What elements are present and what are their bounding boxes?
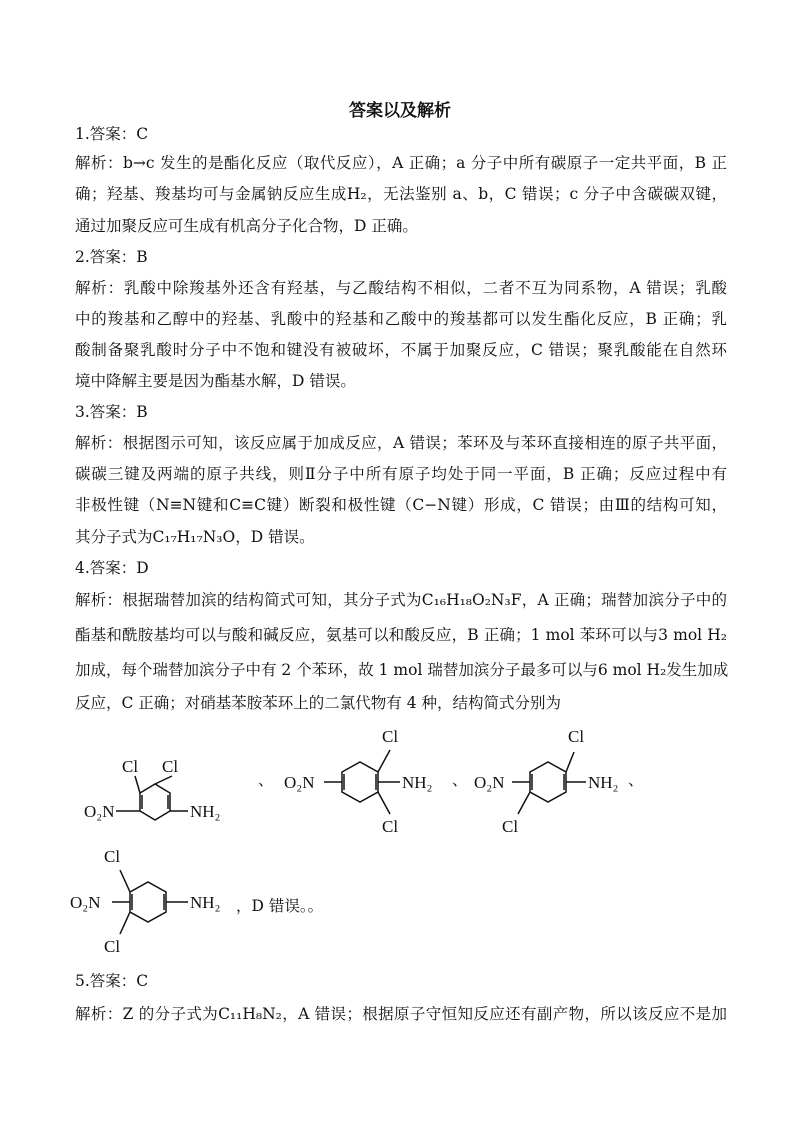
cl-label: Cl xyxy=(382,817,399,836)
nitro-label: O₂N xyxy=(284,773,315,792)
q4-line-2: 酯基和酰胺基均可以与酸和碱反应，氨基可以和酸反应，B 正确；1 mol 苯环可以与3 mol H₂ xyxy=(75,626,727,644)
q1-answer: 1.答案：C xyxy=(75,125,149,143)
nitro-label: O₂N xyxy=(474,773,505,792)
cl-label: Cl xyxy=(104,847,121,866)
q2-answer: 2.答案：B xyxy=(75,248,148,266)
page-title: 答案以及解析 xyxy=(349,101,451,121)
cl-label: Cl xyxy=(568,727,585,746)
q2-line-4: 境中降解主要是因为酯基水解，D 错误。 xyxy=(75,372,356,390)
separator: 、 xyxy=(628,771,644,789)
amine-label: NH₂ xyxy=(190,893,221,912)
q5-answer: 5.答案：C xyxy=(75,972,149,990)
separator: 、 xyxy=(452,771,468,789)
cl-label: Cl xyxy=(122,757,139,776)
q2-line-1: 解析：乳酸中除羧基外还含有羟基，与乙酸结构不相似，二者不互为同系物，A 错误；乳酸 xyxy=(75,279,727,297)
q3-line-4: 其分子式为C₁₇H₁₇N₃O，D 错误。 xyxy=(75,528,315,546)
nitro-label: O₂N xyxy=(84,802,115,821)
q4-line-4: 反应，C 正确；对硝基苯胺苯环上的二氯代物有 4 种，结构简式分别为 xyxy=(75,694,562,712)
amine-label: NH₂ xyxy=(402,773,433,792)
cl-label: Cl xyxy=(502,817,519,836)
q4-tail: ，D 错误。。 xyxy=(236,897,324,915)
q1-line-3: 通过加聚反应可生成有机高分子化合物，D 正确。 xyxy=(75,217,418,235)
q4-line-3: 加成，每个瑞替加滨分子中有 2 个苯环，故 1 mol 瑞替加滨分子最多可以与6 mol H₂发生加成 xyxy=(75,661,729,679)
q5-line-1: 解析：Z 的分子式为C₁₁H₈N₂，A 错误；根据原子守恒知反应还有副产物，所以该反应不是加 xyxy=(75,1005,727,1023)
nitro-label: O₂N xyxy=(70,893,101,912)
q4-line-1: 解析：根据瑞替加滨的结构简式可知，其分子式为C₁₆H₁₈O₂N₃F，A 正确；瑞替加滨分子中的 xyxy=(75,591,727,609)
q4-answer: 4.答案：D xyxy=(75,559,149,577)
structure-3-25-dichloro xyxy=(474,722,634,840)
q1-line-1: 解析：b→c 发生的是酯化反应（取代反应），A 正确；a 分子中所有碳原子一定共平面，B 正 xyxy=(75,154,727,172)
q3-line-2: 碳碳三键及两端的原子共线，则Ⅱ分子中所有原子均处于同一平面，B 正确；反应过程中有 xyxy=(75,465,727,483)
q3-answer: 3.答案：B xyxy=(75,403,148,421)
separator: 、 xyxy=(258,771,274,789)
cl-label: Cl xyxy=(104,937,121,956)
q3-line-3: 非极性键（N≡N键和C≡C键）断裂和极性键（C−N键）形成，C 错误；由Ⅲ的结构可知， xyxy=(75,496,727,514)
structure-2-26-dichloro xyxy=(282,722,452,840)
amine-label: NH₂ xyxy=(588,773,619,792)
q2-line-2: 中的羧基和乙醇中的羟基、乳酸中的羟基和乙酸中的羧基都可以发生酯化反应，B 正确；乳 xyxy=(75,310,727,328)
structure-1-23-dichloro xyxy=(80,748,260,838)
q2-line-3: 酸制备聚乳酸时分子中不饱和键没有被破坏，不属于加聚反应，C 错误；聚乳酸能在自然环 xyxy=(75,341,727,359)
q1-line-2: 确；羟基、羧基均可与金属钠反应生成H₂，无法鉴别 a、b，C 错误；c 分子中含碳碳双键， xyxy=(75,185,727,203)
amine-label: NH₂ xyxy=(190,802,221,821)
cl-label: Cl xyxy=(162,757,179,776)
q3-line-1: 解析：根据图示可知，该反应属于加成反应，A 错误；苯环及与苯环直接相连的原子共平面， xyxy=(75,434,727,452)
cl-label: Cl xyxy=(382,727,399,746)
